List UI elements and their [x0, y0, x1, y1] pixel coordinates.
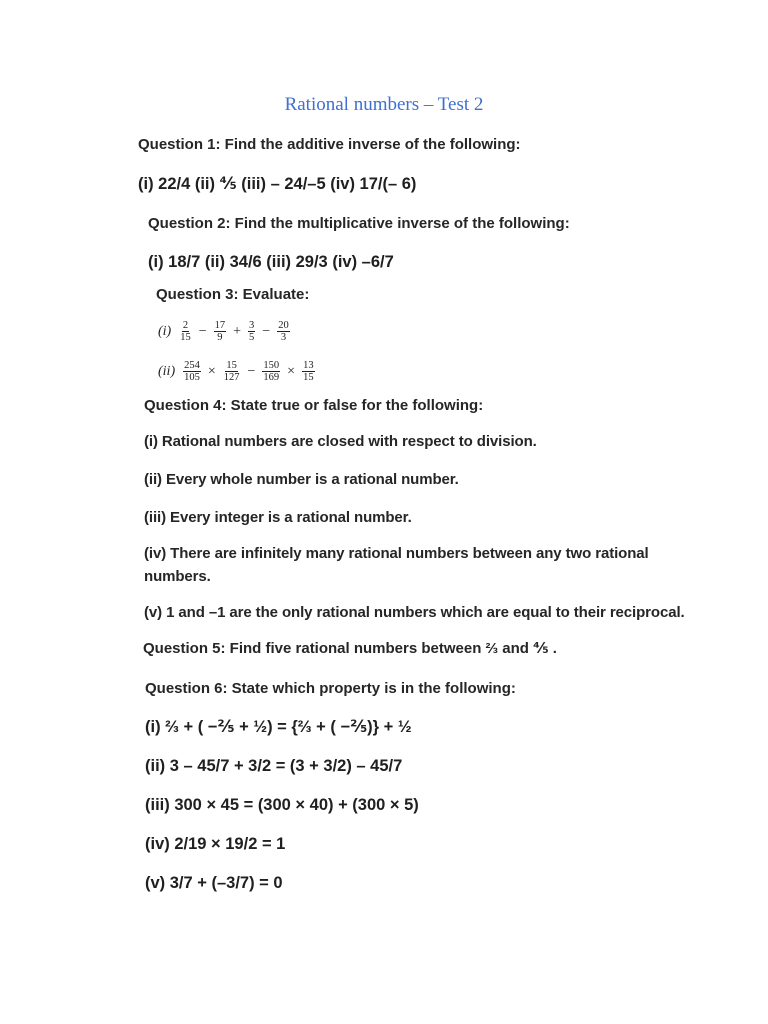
expr2-label: (ii): [158, 363, 176, 379]
question-3-expression-2: [158, 360, 315, 383]
question-6-item-ii: (ii) 3 – 45/7 + 3/2 = (3 + 3/2) – 45/7: [145, 757, 403, 775]
question-6-item-iii: (iii) 300 × 45 = (300 × 40) + (300 × 5): [145, 796, 419, 814]
expr1-numerator: 2: [182, 320, 189, 331]
expr1-fraction: [248, 320, 255, 343]
question-4-item-v: (v) 1 and –1 are the only rational numbers which are equal to their reciprocal.: [144, 604, 685, 621]
expr2-denominator: 169: [263, 372, 280, 383]
question-4-item-ii: (ii) Every whole number is a rational number.: [144, 471, 459, 488]
expr1-operator: −: [198, 323, 207, 339]
expr2-operator: ×: [207, 363, 216, 379]
expr2-denominator: 105: [184, 372, 200, 383]
expr2-fraction: [262, 360, 280, 383]
expr1-fraction: [277, 320, 290, 343]
expr2-numerator: 15: [226, 360, 237, 371]
question-6-heading: Question 6: State which property is in the following:: [145, 680, 516, 697]
expr1-operator: +: [233, 323, 242, 339]
question-1-items: (i) 22/4 (ii) ⅘ (iii) – 24/–5 (iv) 17/(– 6): [138, 175, 417, 193]
question-5-heading: Question 5: Find five rational numbers between ⅔ and ⅘ .: [143, 640, 557, 657]
expr2-operator: ×: [287, 363, 296, 379]
question-6-item-v: (v) 3/7 + (–3/7) = 0: [145, 874, 283, 892]
question-4-item-iv-line-2: numbers.: [144, 568, 211, 585]
expr2-numerator: 13: [303, 360, 314, 371]
expr2-fraction: [183, 360, 201, 383]
question-4-item-i: (i) Rational numbers are closed with respect to division.: [144, 433, 537, 450]
expr1-denominator: 5: [249, 332, 255, 343]
document-title: Rational numbers – Test 2: [284, 94, 484, 115]
question-4-item-iv-line-1: (iv) There are infinitely many rational numbers between any two rational: [144, 545, 649, 562]
expr1-numerator: 17: [214, 320, 226, 331]
expr1-denominator: 3: [280, 332, 287, 343]
expr1-operator: −: [262, 323, 271, 339]
question-6-item-iv: (iv) 2/19 × 19/2 = 1: [145, 835, 286, 853]
question-3-heading: Question 3: Evaluate:: [156, 286, 310, 303]
question-1-heading: Question 1: Find the additive inverse of the following:: [138, 136, 521, 153]
question-2-heading: Question 2: Find the multiplicative inverse of the following:: [148, 215, 570, 232]
expr2-fraction: [223, 360, 241, 383]
question-4-heading: Question 4: State true or false for the following:: [144, 397, 484, 414]
question-4-item-iii: (iii) Every integer is a rational number.: [144, 509, 412, 526]
expr1-numerator: 20: [278, 320, 289, 331]
question-2-items: (i) 18/7 (ii) 34/6 (iii) 29/3 (iv) –6/7: [148, 253, 394, 271]
expr2-denominator: 15: [303, 372, 314, 383]
expr2-operator: −: [247, 363, 256, 379]
expr1-numerator: 3: [249, 320, 255, 331]
expr1-denominator: 15: [180, 332, 191, 343]
expr2-denominator: 127: [223, 372, 240, 383]
expr2-numerator: 254: [184, 360, 200, 371]
expr1-fraction: [179, 320, 192, 343]
expr2-fraction: [302, 360, 315, 383]
expr1-label: (i): [158, 323, 172, 339]
expr2-numerator: 150: [263, 360, 280, 371]
question-3-expression-1: [158, 320, 290, 343]
expr1-denominator: 9: [217, 332, 223, 343]
expr1-fraction: [214, 320, 227, 343]
question-6-item-i: (i) ⅔ + ( −⅖ + ½) = {⅔ + ( −⅖)} + ½: [145, 718, 412, 736]
